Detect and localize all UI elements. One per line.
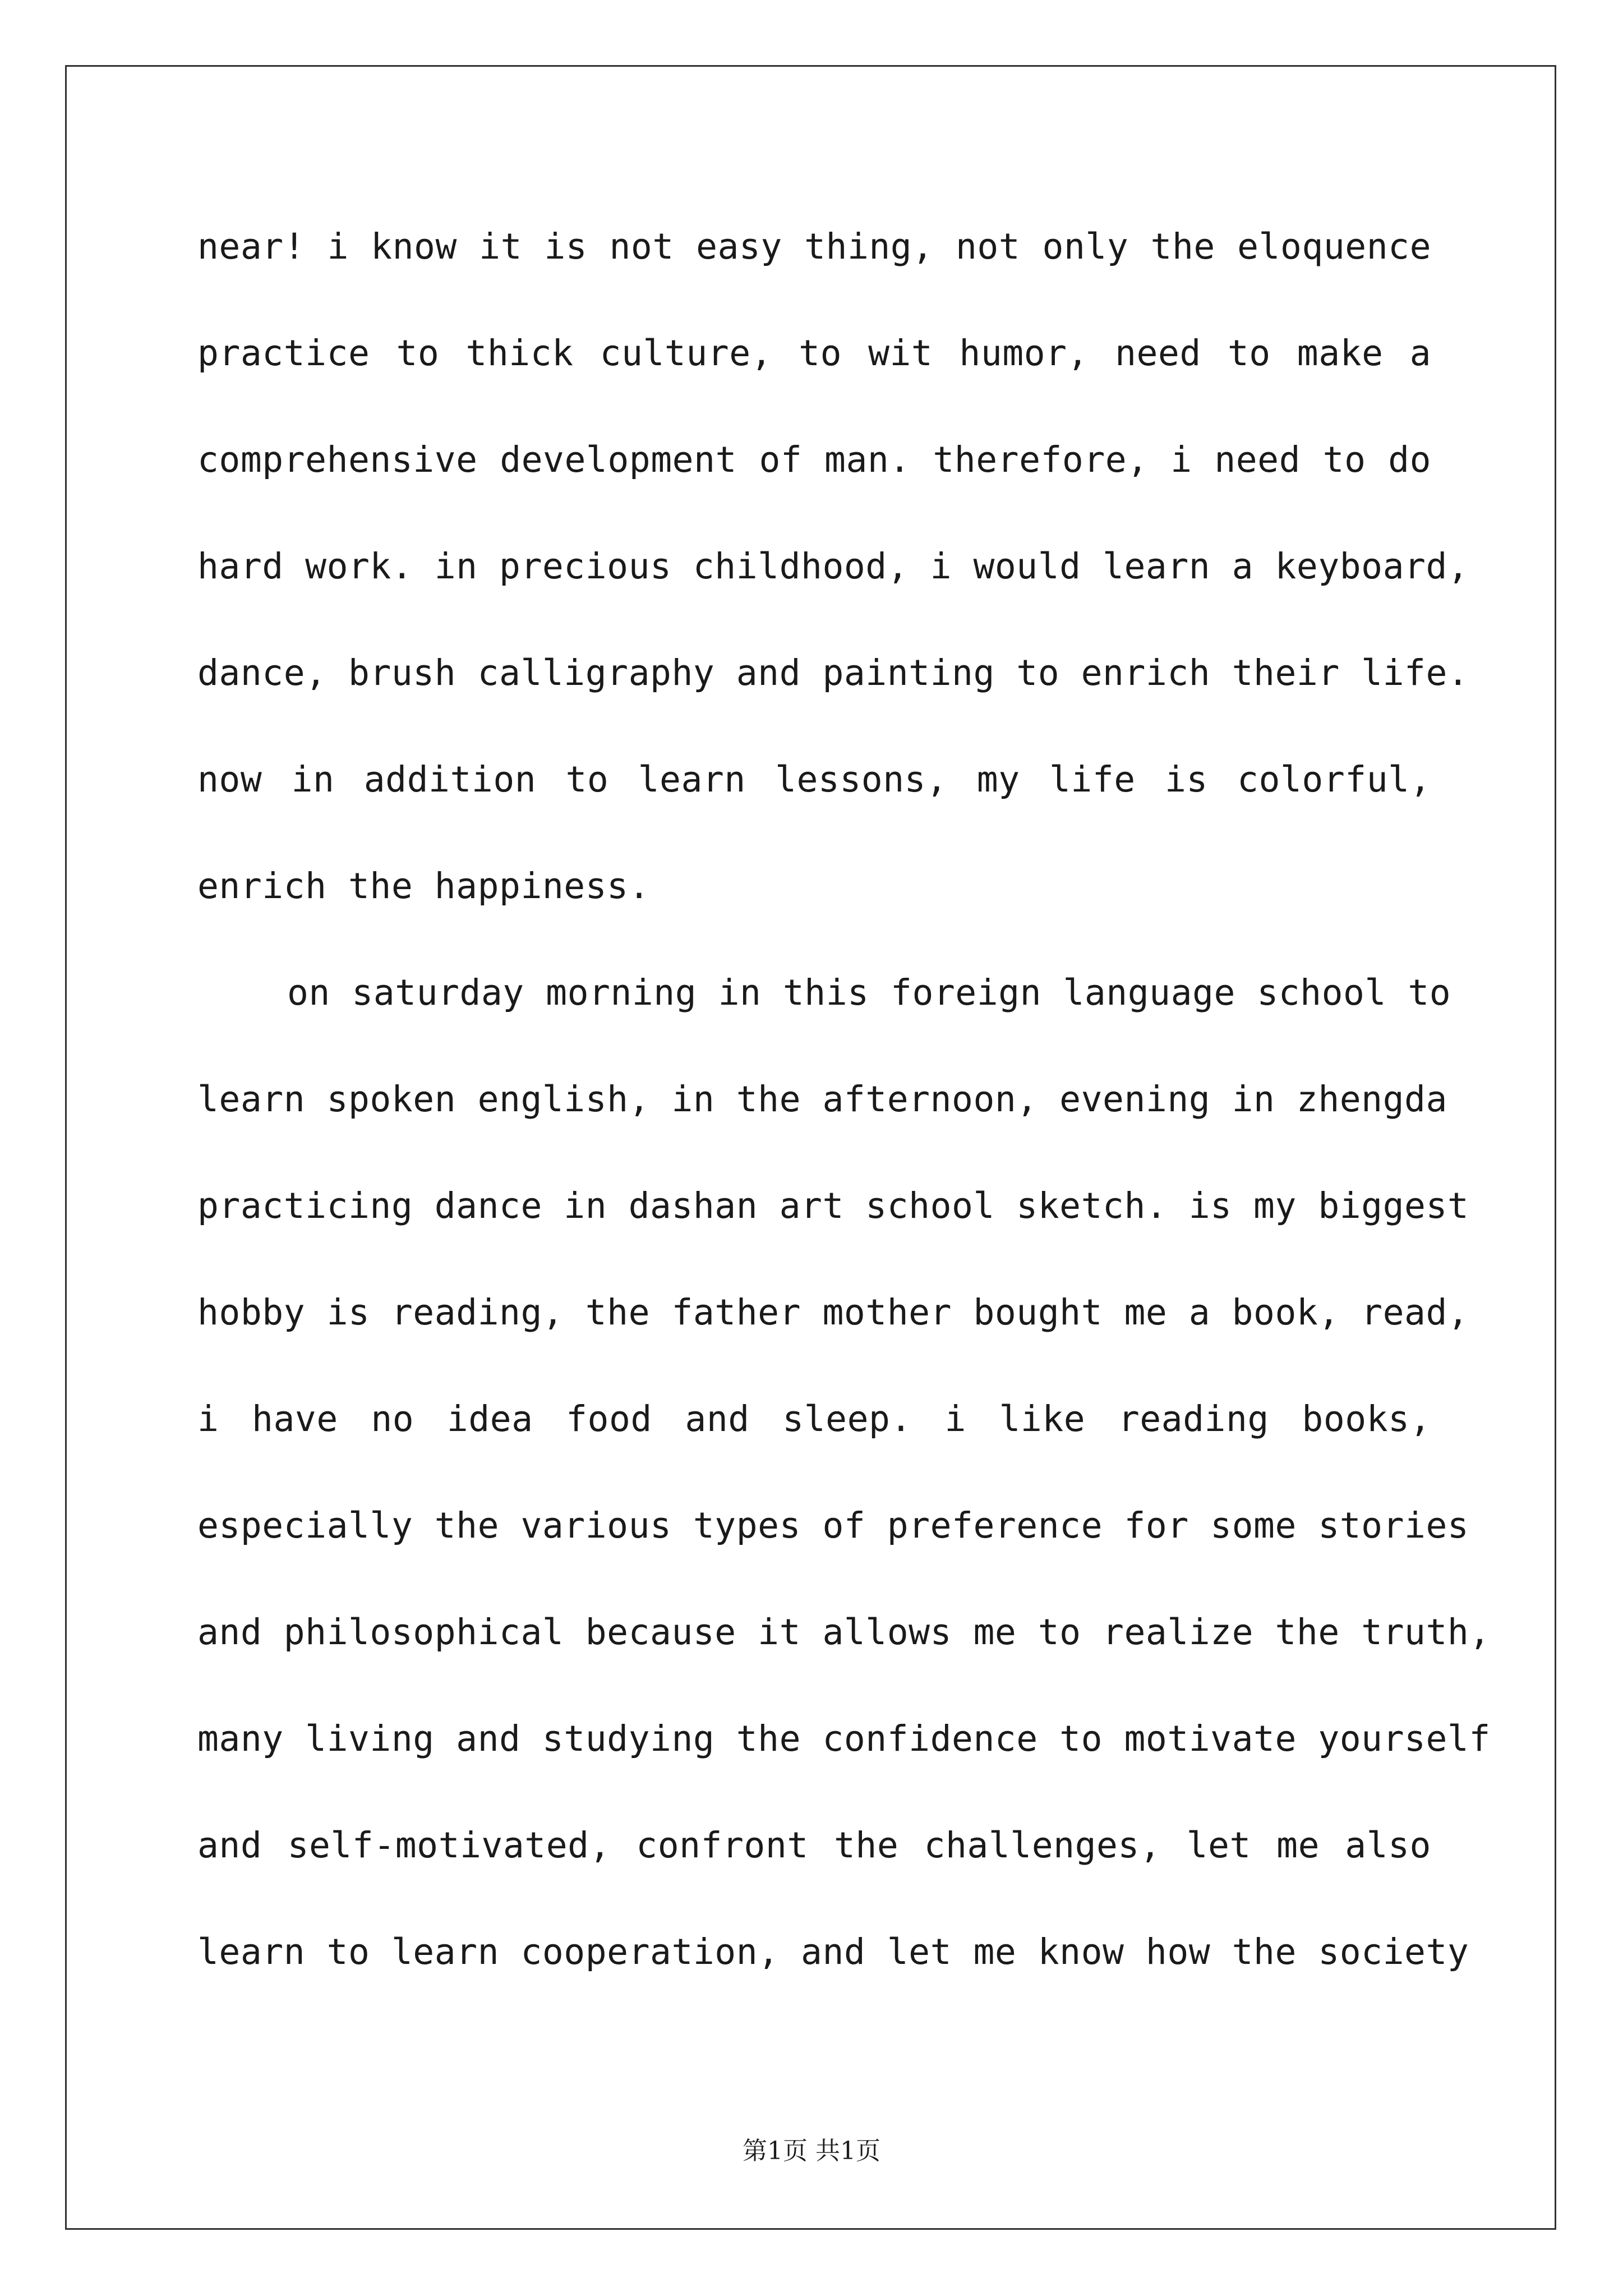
- text-line: practicing dance in dashan art school sketch. is my biggest: [197, 1185, 1469, 1226]
- text-line: comprehensive development of man. therefore, i need to do: [197, 439, 1431, 480]
- text-line: on saturday morning in this foreign language school to: [287, 972, 1451, 1013]
- text-line: hobby is reading, the father mother bought me a book, read,: [197, 1292, 1469, 1333]
- text-line: many living and studying the confidence to motivate yourself: [197, 1718, 1491, 1759]
- text-line: learn to learn cooperation, and let me know how the society: [197, 1931, 1469, 1972]
- text-line: and self-motivated, confront the challenges, let me also: [197, 1825, 1431, 1866]
- text-line: especially the various types of preference for some stories: [197, 1505, 1469, 1546]
- text-line: now in addition to learn lessons, my life is colorful,: [197, 759, 1431, 800]
- text-line: i have no idea food and sleep. i like reading books,: [197, 1398, 1431, 1439]
- text-line: enrich the happiness.: [197, 866, 651, 907]
- text-line: near! i know it is not easy thing, not only the eloquence: [197, 226, 1431, 267]
- text-line: and philosophical because it allows me to realize the truth,: [197, 1612, 1491, 1653]
- page-footer: 第1页 共1页: [743, 2137, 880, 2165]
- text-line: learn spoken english, in the afternoon, evening in zhengda: [197, 1079, 1447, 1120]
- text-line: practice to thick culture, to wit humor, need to make a: [197, 333, 1431, 374]
- text-line: dance, brush calligraphy and painting to enrich their life.: [197, 652, 1469, 693]
- text-line: hard work. in precious childhood, i would learn a keyboard,: [197, 546, 1469, 587]
- page-border: [65, 65, 1556, 2230]
